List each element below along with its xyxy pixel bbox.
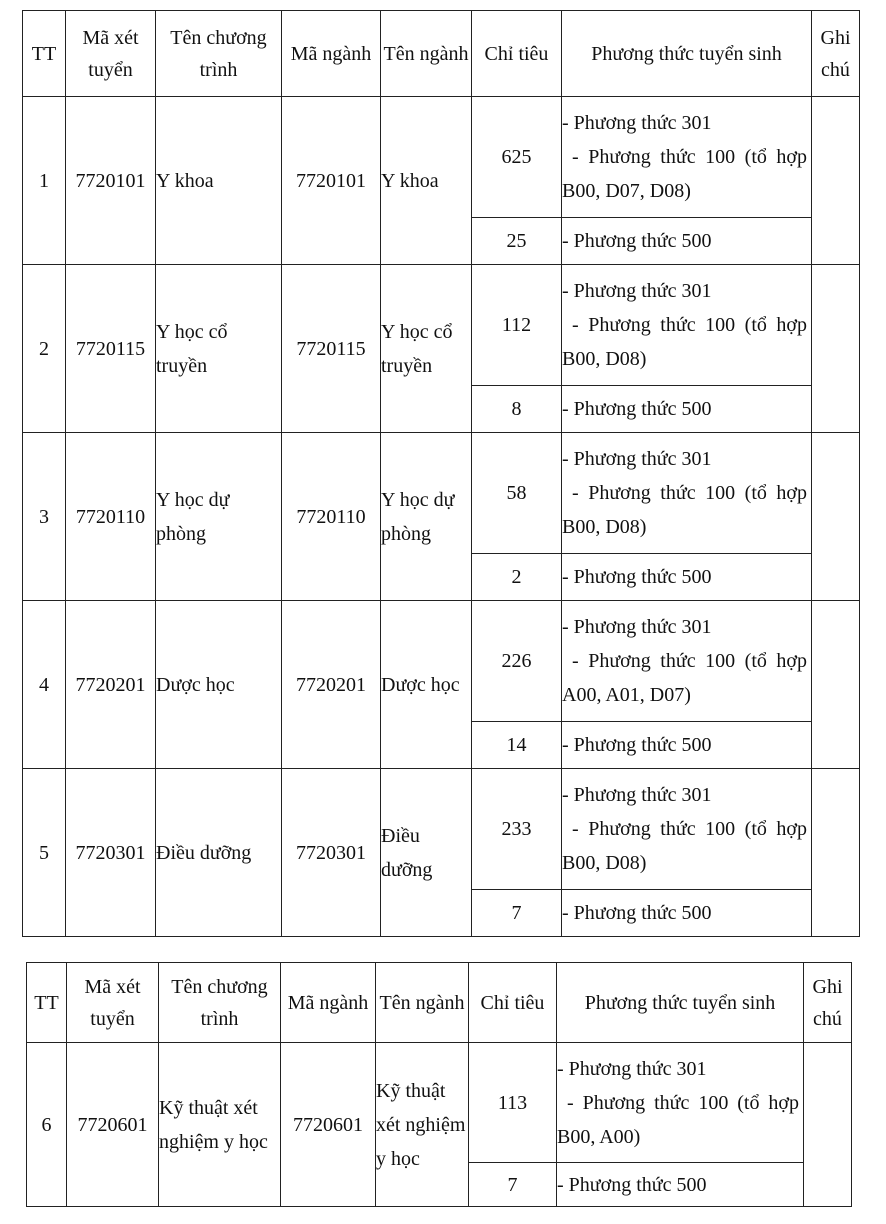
- header-ghi-chu: Ghi chú: [812, 11, 860, 97]
- cell-tt: 4: [23, 601, 66, 769]
- cell-ma-xet-tuyen: 7720201: [66, 601, 156, 769]
- cell-ten-chuong-trinh: Y khoa: [156, 97, 282, 265]
- header-ma-xet-tuyen: Mã xét tuyển: [67, 963, 159, 1043]
- cell-quota-500: 14: [472, 722, 562, 769]
- admission-table-2: [26, 962, 852, 1207]
- cell-ten-nganh: Điều dưỡng: [381, 769, 472, 937]
- cell-method-500: - Phương thức 500: [557, 1163, 804, 1207]
- method-line: - Phương thức 301: [562, 280, 712, 302]
- cell-ma-nganh: 7720201: [282, 601, 381, 769]
- method-line: - Phương thức 301: [562, 448, 712, 470]
- cell-note: [812, 769, 860, 937]
- cell-method-500: - Phương thức 500: [562, 722, 812, 769]
- cell-quota-main: 233: [472, 769, 562, 890]
- cell-tt: 2: [23, 265, 66, 433]
- cell-ma-xet-tuyen: 7720101: [66, 97, 156, 265]
- cell-quota-500: 25: [472, 218, 562, 265]
- cell-tt: 3: [23, 433, 66, 601]
- cell-ma-nganh: 7720110: [282, 433, 381, 601]
- cell-quota-500: 7: [472, 890, 562, 937]
- cell-quota-main: 226: [472, 601, 562, 722]
- cell-quota-500: 7: [469, 1163, 557, 1207]
- cell-ma-xet-tuyen: 7720601: [67, 1043, 159, 1207]
- cell-quota-500: 2: [472, 554, 562, 601]
- cell-note: [812, 265, 860, 433]
- cell-ten-nganh: Y khoa: [381, 97, 472, 265]
- header-ghi-chu: Ghi chú: [804, 963, 852, 1043]
- table-row: [23, 601, 860, 722]
- cell-method-main: [562, 769, 812, 890]
- method-line: - Phương thức 100 (tổ hợp: [572, 314, 807, 336]
- cell-method-main: [557, 1043, 804, 1163]
- method-line: B00, D08): [562, 852, 647, 874]
- header-chi-tieu: Chỉ tiêu: [472, 11, 562, 97]
- table-row: [23, 97, 860, 218]
- cell-ma-nganh: 7720115: [282, 265, 381, 433]
- cell-quota-main: 625: [472, 97, 562, 218]
- header-ten-nganh: Tên ngành: [376, 963, 469, 1043]
- method-line: - Phương thức 301: [562, 616, 712, 638]
- method-line: - Phương thức 301: [557, 1057, 707, 1080]
- cell-note: [812, 601, 860, 769]
- cell-method-main: [562, 433, 812, 554]
- cell-ten-nganh: Y học cổ truyền: [381, 265, 472, 433]
- cell-ten-chuong-trinh: Y học dự phòng: [156, 433, 282, 601]
- cell-method-main: [562, 601, 812, 722]
- cell-method-500: - Phương thức 500: [562, 554, 812, 601]
- cell-ten-chuong-trinh: Điều dưỡng: [156, 769, 282, 937]
- header-ma-nganh: Mã ngành: [281, 963, 376, 1043]
- method-line: - Phương thức 301: [562, 784, 712, 806]
- cell-ten-nganh: Dược học: [381, 601, 472, 769]
- cell-method-500: - Phương thức 500: [562, 890, 812, 937]
- cell-ma-nganh: 7720301: [282, 769, 381, 937]
- header-ten-chuong-trinh: Tên chương trình: [159, 963, 281, 1043]
- header-ten-chuong-trinh: Tên chương trình: [156, 11, 282, 97]
- header-chi-tieu: Chỉ tiêu: [469, 963, 557, 1043]
- header-tt: TT: [23, 11, 66, 97]
- cell-ten-chuong-trinh: Y học cổ truyền: [156, 265, 282, 433]
- method-line: - Phương thức 100 (tổ hợp: [567, 1091, 799, 1114]
- header-row: [23, 11, 860, 97]
- method-line: B00, D08): [562, 516, 647, 538]
- header-ma-xet-tuyen: Mã xét tuyển: [66, 11, 156, 97]
- cell-quota-main: 112: [472, 265, 562, 386]
- header-phuong-thuc: Phương thức tuyển sinh: [557, 963, 804, 1043]
- cell-ma-xet-tuyen: 7720301: [66, 769, 156, 937]
- cell-method-500: - Phương thức 500: [562, 218, 812, 265]
- cell-ma-xet-tuyen: 7720115: [66, 265, 156, 433]
- cell-tt: 5: [23, 769, 66, 937]
- method-line: B00, D08): [562, 348, 647, 370]
- cell-quota-main: 113: [469, 1043, 557, 1163]
- cell-ten-chuong-trinh: Kỹ thuật xét nghiệm y học: [159, 1043, 281, 1207]
- header-ten-nganh: Tên ngành: [381, 11, 472, 97]
- cell-quota-main: 58: [472, 433, 562, 554]
- header-phuong-thuc: Phương thức tuyển sinh: [562, 11, 812, 97]
- cell-method-500: - Phương thức 500: [562, 386, 812, 433]
- method-line: B00, D07, D08): [562, 180, 691, 202]
- method-line: - Phương thức 100 (tổ hợp: [572, 146, 807, 168]
- cell-note: [812, 433, 860, 601]
- header-ma-nganh: Mã ngành: [282, 11, 381, 97]
- table-row: [23, 769, 860, 890]
- cell-ma-nganh: 7720101: [282, 97, 381, 265]
- method-line: - Phương thức 100 (tổ hợp: [572, 650, 807, 672]
- table-row: [23, 265, 860, 386]
- method-line: B00, A00): [557, 1125, 641, 1148]
- cell-note: [812, 97, 860, 265]
- method-line: - Phương thức 301: [562, 112, 712, 134]
- header-row: [27, 963, 852, 1043]
- method-line: A00, A01, D07): [562, 684, 691, 706]
- cell-ten-nganh: Kỹ thuật xét nghiệm y học: [376, 1043, 469, 1207]
- cell-quota-500: 8: [472, 386, 562, 433]
- cell-tt: 1: [23, 97, 66, 265]
- method-line: - Phương thức 100 (tổ hợp: [572, 482, 807, 504]
- cell-ten-chuong-trinh: Dược học: [156, 601, 282, 769]
- admission-table-1: [22, 10, 860, 937]
- cell-ten-nganh: Y học dự phòng: [381, 433, 472, 601]
- cell-tt: 6: [27, 1043, 67, 1207]
- cell-method-main: [562, 97, 812, 218]
- header-tt: TT: [27, 963, 67, 1043]
- table-row: [27, 1043, 852, 1163]
- cell-method-main: [562, 265, 812, 386]
- cell-ma-xet-tuyen: 7720110: [66, 433, 156, 601]
- method-line: - Phương thức 100 (tổ hợp: [572, 818, 807, 840]
- cell-ma-nganh: 7720601: [281, 1043, 376, 1207]
- table-row: [23, 433, 860, 554]
- cell-note: [804, 1043, 852, 1207]
